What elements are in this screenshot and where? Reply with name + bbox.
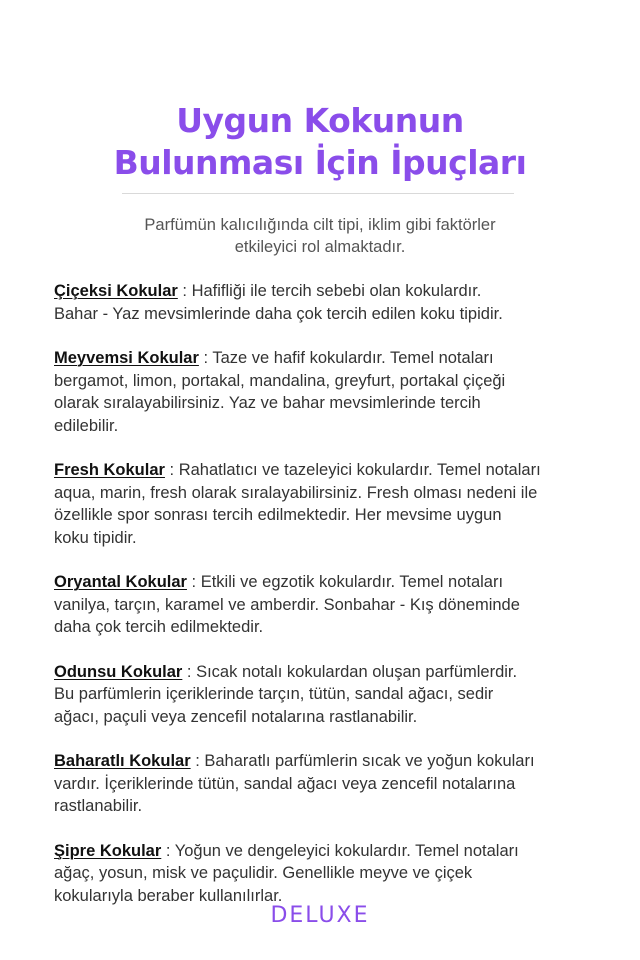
tip-meyvemsi	[54, 347, 594, 437]
tip-text-line: : Hafifliği ile tercih sebebi olan kokulardır.	[177, 282, 482, 300]
tip-text-line: : Rahatlatıcı ve tazeleyici kokulardır. Temel notaları	[164, 461, 541, 479]
tip-name: Baharatlı Kokular	[54, 752, 191, 770]
tip-text-line: ağacı, paçuli veya zencefil notalarına rastlanabilir.	[54, 707, 418, 726]
tip-sipre	[54, 840, 594, 908]
tip-text-line: edilebilir.	[54, 416, 119, 435]
tip-text-line: : Yoğun ve dengeleyici kokulardır. Temel notaları	[161, 841, 519, 860]
tip-baharatli	[54, 750, 594, 818]
tip-text-line: : Baharatlı parfümlerin sıcak ve yoğun kokuları	[190, 752, 535, 770]
tip-name: Şipre Kokular	[54, 841, 162, 860]
tip-text-line: : Taze ve hafif kokulardır. Temel notaları	[198, 349, 494, 367]
tip-odunsu	[54, 661, 594, 729]
tip-name: Meyvemsi Kokular	[54, 349, 199, 367]
tip-text-line: kokularıyla beraber kullanılırlar.	[54, 886, 283, 905]
intro-line-1: Parfümün kalıcılığında cilt tipi, iklim gibi faktörler	[144, 216, 496, 234]
tip-name: Fresh Kokular	[54, 461, 165, 479]
tip-text-line: koku tipidir.	[54, 528, 137, 547]
tip-ciceksi	[54, 280, 594, 325]
deluxe-logo: DELUXE	[270, 903, 370, 928]
tip-text-line: bergamot, limon, portakal, mandalina, greyfurt, portakal çiçeği	[54, 371, 506, 390]
tip-text-line: : Etkili ve egzotik kokulardır. Temel notaları	[186, 573, 504, 591]
tip-text-line: vardır. İçeriklerinde tütün, sandal ağacı veya zencefil notalarına	[54, 774, 516, 793]
intro-line-2: etkileyici rol almaktadır.	[234, 238, 406, 256]
tip-text-line: : Sıcak notalı kokulardan oluşan parfümlerdir.	[182, 662, 518, 681]
page-title-line-2: Bulunması İçin İpuçları	[113, 143, 527, 182]
tip-text-line: özellikle spor sonrası tercih edilmektedir. Her mevsime uygun	[54, 506, 502, 524]
tip-text-line: olarak sıralayabilirsiniz. Yaz ve bahar mevsimlerinde tercih	[54, 394, 481, 412]
tip-text-line: rastlanabilir.	[54, 797, 143, 815]
tip-fresh	[54, 459, 594, 549]
tip-name: Oryantal Kokular	[54, 573, 187, 591]
tip-name: Çiçeksi Kokular	[54, 282, 178, 300]
tip-text-line: Bahar - Yaz mevsimlerinde daha çok tercih edilen koku tipidir.	[54, 304, 503, 323]
tip-text-line: vanilya, tarçın, karamel ve amberdir. Sonbahar - Kış döneminde	[54, 595, 520, 614]
page-title	[0, 100, 640, 184]
tip-text-line: ağaç, yosun, misk ve paçulidir. Genellikle meyve ve çiçek	[54, 864, 473, 882]
tip-text-line: Bu parfümlerin içeriklerinde tarçın, tütün, sandal ağacı, sedir	[54, 685, 494, 703]
tip-text-line: aqua, marin, fresh olarak sıralayabilirsiniz. Fresh olması nedeni ile	[54, 483, 538, 502]
title-divider	[122, 193, 514, 194]
tip-text-line: daha çok tercih edilmektedir.	[54, 618, 264, 636]
page-title-line-1: Uygun Kokunun	[176, 101, 464, 140]
tip-oryantal	[54, 571, 594, 639]
tip-name: Odunsu Kokular	[54, 662, 183, 681]
tips-list	[54, 280, 594, 929]
intro-text	[90, 214, 550, 258]
